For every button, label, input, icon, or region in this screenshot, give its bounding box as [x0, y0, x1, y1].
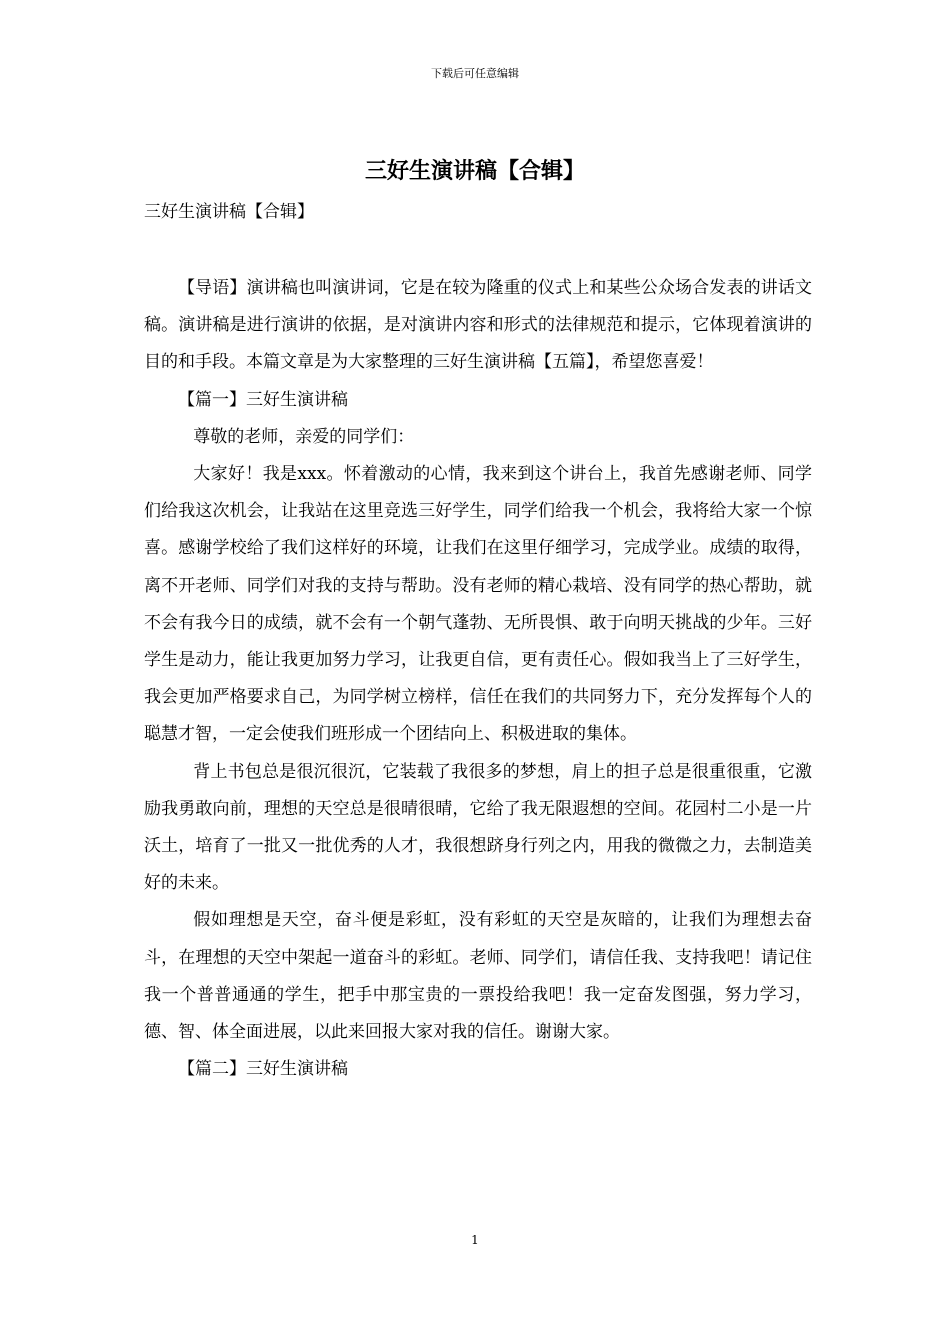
intro-paragraph: 【导语】演讲稿也叫演讲词，它是在较为隆重的仪式上和某些公众场合发表的讲话文稿。演讲稿是进行演讲的依据，是对演讲内容和形式的法律规范和提示，它体现着演讲的目的和手段。本篇文章是为大家整理的三好生演讲稿【五篇】，希望您喜爱！ [144, 278, 812, 373]
section-heading-1: 【篇一】三好生演讲稿 [178, 389, 348, 410]
body-paragraph-3: 假如理想是天空，奋斗便是彩虹，没有彩虹的天空是灰暗的，让我们为理想去奋斗，在理想的天空中架起一道奋斗的彩虹。老师、同学们，请信任我、支持我吧！请记住我一个普普通通的学生，把手中那宝贵的一票投给我吧！我一定奋发图强，努力学习，德、智、体全面进展，以此来回报大家对我的信任。谢谢大家。 [144, 910, 812, 1043]
body-paragraph-2: 背上书包总是很沉很沉，它装载了我很多的梦想，肩上的担子总是很重很重，它激励我勇敢向前，理想的天空总是很晴很晴，它给了我无限遐想的空间。花园村二小是一片沃土，培育了一批又一批优秀的人才，我很想跻身行列之内，用我的微微之力，去制造美好的未来。 [144, 761, 812, 894]
section-heading-2: 【篇二】三好生演讲稿 [178, 1059, 348, 1080]
salutation: 尊敬的老师，亲爱的同学们： [193, 426, 415, 447]
document-subtitle: 三好生演讲稿【合辑】 [144, 202, 314, 222]
page-header-note: 下载后可任意编辑 [431, 67, 519, 80]
document-body [144, 270, 812, 1088]
document-title: 三好生演讲稿【合辑】 [364, 158, 585, 184]
body-paragraph-1: 大家好！我是xxx。怀着激动的心情，我来到这个讲台上，我首先感谢老师、同学们给我这次机会，让我站在这里竞选三好学生，同学们给我一个机会，我将给大家一个惊喜。感谢学校给了我们这样好的环境，让我们在这里仔细学习，完成学业。成绩的取得，离不开老师、同学们对我的支持与帮助。没有老师的精心栽培、没有同学的热心帮助，就不会有我今日的成绩，就不会有一个朝气蓬勃、无所畏惧、敢于向明天挑战的少年。三好学生是动力，能让我更加努力学习，让我更自信，更有责任心。假如我当上了三好学生，我会更加严格要求自己，为同学树立榜样，信任在我们的共同努力下，充分发挥每个人的聪慧才智，一定会使我们班形成一个团结向上、积极进取的集体。 [144, 464, 812, 745]
page-number: 1 [471, 1233, 479, 1247]
